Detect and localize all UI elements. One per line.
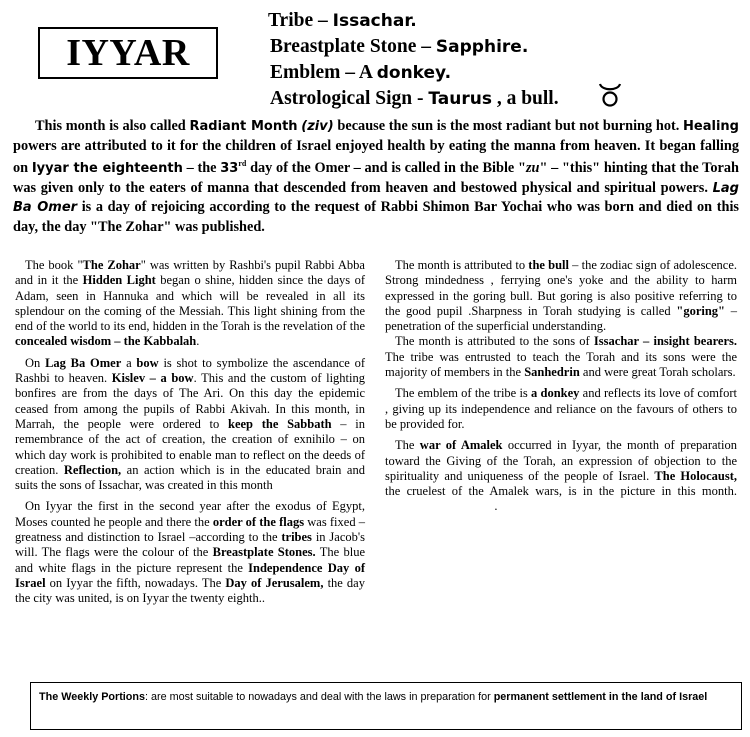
fact-emblem: Emblem – A donkey. — [270, 62, 452, 83]
weekly-portions-label: The Weekly Portions — [39, 691, 145, 703]
month-facts — [268, 8, 559, 112]
weekly-portions-box: The Weekly Portions: are most suitable to nowadays and deal with the laws in preparation for permanent settlement in the land of Israel — [30, 682, 742, 730]
intro-paragraph: This month is also called Radiant Month (ziv) because the sun is the most radiant but not burning hot. Healing powers are attributed to it for the children of Israel enjoyed health by eating the manna from heaven. It began falling on Iyyar the eighteenth – the 33rd day of the Omer – and is called in the Bible "zu" – "this" hinting that the Torah was given only to the eaters of manna that descended from heaven and bestowed physical and spiritual powers. Lag Ba Omer is a day of rejoicing according to the request of Rabbi Shimon Bar Yochai who was born and died on this day, the day "The Zohar" was published. — [13, 118, 739, 235]
stone-value: Sapphire. — [435, 37, 529, 57]
amalek-paragraph: The war of Amalek occurred in Iyyar, the month of preparation toward the Giving of the Torah, an expression of objection to the spirituality and uniqueness of the people of Israel. The Holocaust, the cruelest of the Amalek wars, is in the picture in this month. . — [385, 438, 738, 514]
lag-ba-omer-paragraph: On Lag Ba Omer a bow is shot to symbolize the ascendance of Rashbi to heaven. Kislev – a bow. This and the custom of lighting bonfires are from the days of The Ari. On this day the epidemic ceased from among the pupils of Rabbi Akivah. In this month, in Marrah, the people were ordered to keep the Sabbath – in remembrance of the act of creation, the creation of exnihilo – on which day work is prohibited to enable man to reflect on the deeds of creation. Reflection, an action which is in the educated brain and suits the sons of Issachar, was created in this month — [15, 355, 366, 493]
donkey-paragraph: The emblem of the tribe is a donkey and reflects its love of comfort , giving up its independence and reliance on the favours of others to be provided for. — [385, 386, 737, 431]
fact-tribe: Tribe – Issachar. — [268, 10, 417, 31]
emblem-value: donkey. — [376, 63, 452, 83]
fact-sign: Astrological Sign - Taurus , a bull. — [270, 88, 559, 109]
sign-value: Taurus — [428, 89, 492, 109]
flags-paragraph: On Iyyar the first in the second year after the exodus of Egypt, Moses counted he people and there the order of the flags was fixed – greatness and distinction to Israel –according to the tribes in Jacob's will. The flags were the colour of the Breastplate Stones. The blue and white flags in the picture represent the Independence Day of Israel on Iyyar the fifth, nowadays. The Day of Jerusalem, the day the city was united, is on Iyyar the twenty eighth.. — [15, 499, 365, 606]
month-title: IYYAR — [66, 32, 190, 74]
issachar-paragraph: The month is attributed to the sons of Issachar – insight bearers. The tribe was entrusted to teach the Torah and its sons were the majority of members in the Sanhedrin and were great Torah scholars. — [385, 334, 737, 380]
zohar-paragraph: The book "The Zohar" was written by Rashbi's pupil Rabbi Abba and in it the Hidden Light began o shine, hidden since the days of Adam, seen in Hannuka and which will be revealed in all its splendour on the coming of the Messiah. This light shining from the end of the world to its end, hidden in the Torah is the revelation of the concealed wisdom – the Kabbalah. — [15, 258, 365, 349]
left-column — [15, 258, 365, 607]
bull-paragraph: The month is attributed to the bull – the zodiac sign of adolescence. Strong mindedness , ferrying one's yoke and the ability to harm expressed in the goring bull. But goring is also positive referring to the good pupil .Sharpness in Torah studying is called "goring" – penetration of the superficial understanding. — [385, 258, 737, 334]
tribe-value: Issachar. — [332, 11, 417, 31]
taurus-sign-icon — [598, 82, 622, 108]
title-box — [38, 27, 218, 79]
right-column — [385, 258, 737, 515]
fact-stone: Breastplate Stone – Sapphire. — [270, 36, 529, 57]
